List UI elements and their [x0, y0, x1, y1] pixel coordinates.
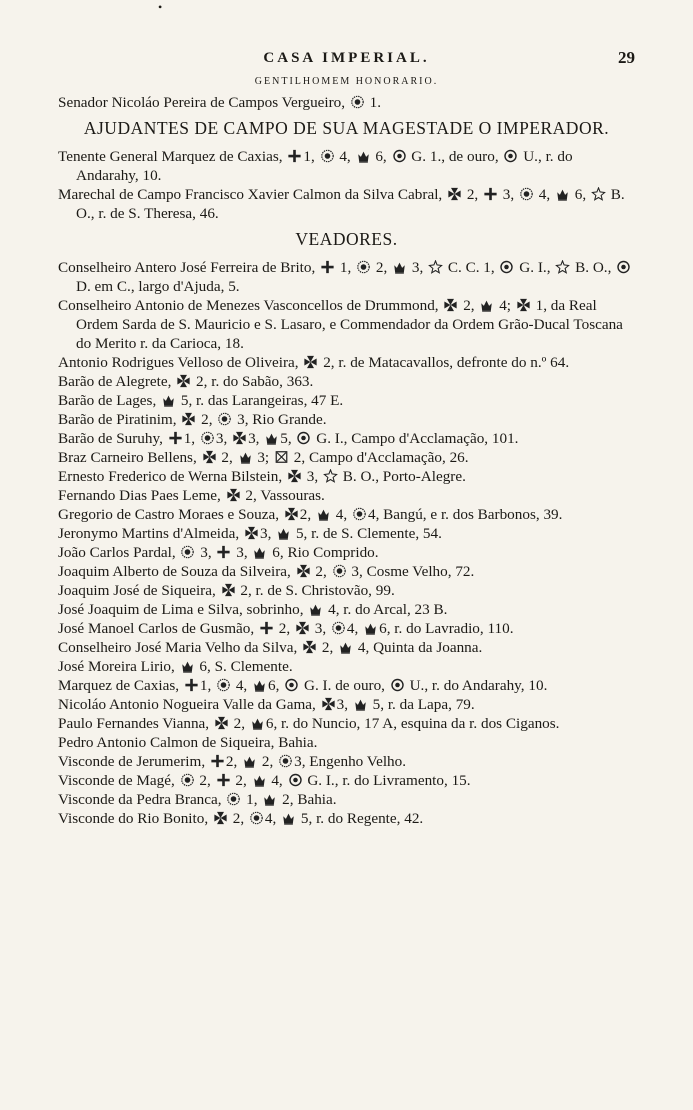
crown-icon: [161, 393, 176, 407]
circle-icon: [392, 149, 407, 163]
maltese-icon: [213, 811, 228, 825]
entry-line: [58, 790, 635, 809]
entry-text: 4,: [232, 677, 252, 694]
entry-line: [58, 185, 635, 223]
entry-line: [58, 258, 635, 296]
rose-icon: [332, 564, 347, 578]
cross-icon: [320, 260, 335, 274]
entry-text: 1,: [336, 259, 356, 276]
entry-line: [58, 372, 635, 391]
entry-text: Joaquim José de Siqueira,: [58, 582, 220, 599]
entry-line: [58, 600, 635, 619]
entry-text: 3;: [253, 449, 273, 466]
entry-line: [58, 524, 635, 543]
entry-text: 3,: [215, 430, 232, 447]
star-icon: [555, 260, 570, 274]
rose-icon: [350, 95, 365, 109]
maltese-icon: [296, 564, 311, 578]
entry-line: [58, 429, 635, 448]
crown-icon: [180, 659, 195, 673]
entry-text: 6,: [371, 148, 391, 165]
entry-text: 6, Rio Comprido.: [268, 544, 379, 561]
subheading: GENTILHOMEM HONORARIO.: [254, 76, 439, 87]
rose-icon: [249, 811, 264, 825]
entry-text: 1,: [303, 148, 319, 165]
crown-icon: [242, 754, 257, 768]
entry-text: 3,: [310, 620, 330, 637]
entry-text: 6, r. do Nuncio, 17 A, esquina da r. dos Ciganos.: [265, 715, 560, 732]
entry-text: Fernando Dias Paes Leme,: [58, 487, 225, 504]
maltese-icon: [221, 583, 236, 597]
rose-icon: [200, 431, 215, 445]
entry-text: 1, da Real Ordem Sarda de S. Mauricio e S. Lasaro, e Commendador da Ordem Grão-Ducal Toscana do Merito r. da Carioca, 18.: [76, 297, 623, 352]
entry-text: B. O., r. de S. Theresa, 46.: [76, 186, 625, 222]
entry-text: 2,: [228, 810, 248, 827]
cross-icon: [216, 773, 231, 787]
entry-line: [58, 486, 635, 505]
maltese-icon: [202, 450, 217, 464]
circle-icon: [288, 773, 303, 787]
rose-icon: [331, 621, 346, 635]
entry-text: 3,: [259, 525, 276, 542]
entry-text: Visconde de Jerumerim,: [58, 753, 209, 770]
circle-icon: [390, 678, 405, 692]
entry-line: [58, 695, 635, 714]
entry-line: [58, 733, 635, 752]
crown-icon: [479, 298, 494, 312]
entry-text: 2,: [197, 411, 217, 428]
entry-text: D. em C., largo d'Ajuda, 5.: [76, 278, 240, 295]
entry-line: [58, 467, 635, 486]
maltese-icon: [244, 526, 259, 540]
maltese-icon: [447, 187, 462, 201]
circle-icon: [616, 260, 631, 274]
entry-text: 2,: [463, 186, 482, 203]
entry-text: Conselheiro José Maria Velho da Silva,: [58, 639, 302, 656]
entry-text: Conselheiro Antonio de Menezes Vasconcellos de Drummond,: [58, 297, 443, 314]
entry-text: 3,: [336, 696, 352, 713]
entry-line: [58, 809, 635, 828]
entry-text: Conselheiro Antero José Ferreira de Brito,: [58, 259, 320, 276]
entry-text: 2, Vassouras.: [241, 487, 325, 504]
entry-line: [58, 619, 635, 638]
entry-text: 4;: [495, 297, 515, 314]
rose-icon: [217, 412, 232, 426]
entry-text: 2,: [231, 772, 251, 789]
entry-text: Visconde de Magé,: [58, 772, 179, 789]
maltese-icon: [284, 507, 299, 521]
entry-text: 4, Bangú, e r. dos Barbonos, 39.: [367, 506, 563, 523]
entry-text: 6,: [570, 186, 590, 203]
maltese-icon: [287, 469, 302, 483]
entry-text: 2, Campo d'Acclamação, 26.: [289, 449, 469, 466]
entry-text: José Moreira Lirio,: [58, 658, 179, 675]
entry-text: 2,: [372, 259, 392, 276]
crown-icon: [250, 716, 265, 730]
entry-text: B. O., Porto-Alegre.: [338, 468, 466, 485]
crown-icon: [264, 431, 279, 445]
crown-icon: [252, 545, 267, 559]
circle-icon: [284, 678, 299, 692]
entry-text: Visconde da Pedra Branca,: [58, 791, 226, 808]
entry-text: 2, r. de Matacavallos, defronte do n.º 64.: [319, 354, 570, 371]
star-icon: [428, 260, 443, 274]
crown-icon: [555, 187, 570, 201]
entry-text: 2,: [274, 620, 294, 637]
crown-icon: [276, 526, 291, 540]
star-icon: [591, 187, 606, 201]
entry-text: Paulo Fernandes Vianna,: [58, 715, 213, 732]
entry-text: Pedro Antonio Calmon de Siqueira, Bahia.: [58, 734, 318, 751]
entry-line: [58, 581, 635, 600]
maltese-icon: [226, 488, 241, 502]
maltese-icon: [214, 716, 229, 730]
crown-icon: [238, 450, 253, 464]
cross-icon: [210, 754, 225, 768]
entry-text: 2,: [459, 297, 479, 314]
entry-text: 6,: [268, 677, 284, 694]
entry-text: 5, r. da Lapa, 79.: [368, 696, 475, 713]
entry-text: Barão de Piratinim,: [58, 411, 181, 428]
cross-icon: [184, 678, 199, 692]
rose-icon: [278, 754, 293, 768]
entry-text: 2,: [229, 715, 249, 732]
running-title: CASA IMPERIAL.: [263, 50, 430, 66]
x-icon: [274, 450, 289, 464]
entry-text: 2,: [258, 753, 278, 770]
maltese-icon: [295, 621, 310, 635]
entry-text: B. O.,: [571, 259, 616, 276]
crown-icon: [363, 621, 378, 635]
crown-icon: [356, 149, 371, 163]
entry-line: [58, 391, 635, 410]
maltese-icon: [232, 431, 247, 445]
crown-icon: [316, 507, 331, 521]
entry-text: 4,: [346, 620, 363, 637]
crown-icon: [281, 811, 296, 825]
entry-text: Jeronymo Martins d'Almeida,: [58, 525, 243, 542]
entry-text: 4,: [331, 506, 351, 523]
entry-text: 3,: [232, 544, 252, 561]
entry-line: [58, 676, 635, 695]
rose-icon: [356, 260, 371, 274]
entry-text: U., r. do Andarahy, 10.: [76, 148, 573, 184]
entry-line: [58, 353, 635, 372]
cross-icon: [168, 431, 183, 445]
entry-line: [58, 657, 635, 676]
page-content: [58, 93, 635, 828]
rose-icon: [519, 187, 534, 201]
entry-text: 4, r. do Arcal, 23 B.: [324, 601, 448, 618]
cross-icon: [216, 545, 231, 559]
entry-text: Gregorio de Castro Moraes e Souza,: [58, 506, 283, 523]
maltese-icon: [321, 697, 336, 711]
entry-text: 2,: [195, 772, 215, 789]
maltese-icon: [176, 374, 191, 388]
entry-text: 4,: [267, 772, 287, 789]
entry-text: 5, r. das Larangeiras, 47 E.: [177, 392, 344, 409]
entry-text: 2, r. de S. Christovão, 99.: [236, 582, 395, 599]
entry-text: Senador Nicoláo Pereira de Campos Vergueiro,: [58, 94, 349, 111]
entry-text: 3,: [302, 468, 322, 485]
rose-icon: [216, 678, 231, 692]
star-icon: [323, 469, 338, 483]
entry-text: 2,: [318, 639, 338, 656]
entry-text: G. I. de ouro,: [300, 677, 389, 694]
crown-icon: [308, 602, 323, 616]
circle-icon: [503, 149, 518, 163]
entry-line: [58, 505, 635, 524]
entry-text: Nicoláo Antonio Nogueira Valle da Gama,: [58, 696, 320, 713]
crown-icon: [338, 640, 353, 654]
entry-line: [58, 93, 635, 112]
entry-text: Marquez de Caxias,: [58, 677, 183, 694]
circle-icon: [296, 431, 311, 445]
entry-text: 2, Bahia.: [278, 791, 337, 808]
entry-text: Marechal de Campo Francisco Xavier Calmon da Silva Cabral,: [58, 186, 447, 203]
cross-icon: [259, 621, 274, 635]
entry-line: [58, 410, 635, 429]
crown-icon: [252, 678, 267, 692]
entry-text: Visconde do Rio Bonito,: [58, 810, 212, 827]
cross-icon: [483, 187, 498, 201]
maltese-icon: [302, 640, 317, 654]
entry-text: Barão de Lages,: [58, 392, 161, 409]
entry-text: 5,: [280, 430, 296, 447]
crown-icon: [353, 697, 368, 711]
section-heading: AJUDANTES DE CAMPO DE SUA MAGESTADE O IMPERADOR.: [83, 118, 610, 138]
entry-text: 3, Rio Grande.: [233, 411, 327, 428]
entry-line: [58, 562, 635, 581]
entry-text: José Manoel Carlos de Gusmão,: [58, 620, 258, 637]
entry-text: 1,: [199, 677, 216, 694]
crown-icon: [252, 773, 267, 787]
page-number: 29: [618, 48, 635, 67]
maltese-icon: [181, 412, 196, 426]
cross-icon: [287, 149, 302, 163]
entry-text: 1,: [183, 430, 199, 447]
crown-icon: [262, 792, 277, 806]
entry-text: 4,: [335, 148, 355, 165]
entry-text: Tenente General Marquez de Caxias,: [58, 148, 287, 165]
entry-text: 1,: [242, 791, 262, 808]
crown-icon: [392, 260, 407, 274]
entry-text: G. 1., de ouro,: [407, 148, 503, 165]
entry-text: 3,: [408, 259, 428, 276]
entry-line: [58, 714, 635, 733]
entry-text: 3,: [248, 430, 264, 447]
entry-text: 6, r. do Lavradio, 110.: [379, 620, 514, 637]
page-header: [58, 48, 635, 74]
maltese-icon: [303, 355, 318, 369]
entry-line: [58, 543, 635, 562]
rose-icon: [320, 149, 335, 163]
entry-text: 2,: [225, 753, 242, 770]
entry-text: José Joaquim de Lima e Silva, sobrinho,: [58, 601, 308, 618]
maltese-icon: [516, 298, 531, 312]
entry-text: G. I., r. do Livramento, 15.: [303, 772, 471, 789]
entry-line: [58, 296, 635, 353]
entry-text: G. I.,: [515, 259, 555, 276]
entry-text: Ernesto Frederico de Werna Bilstein,: [58, 468, 286, 485]
entry-text: João Carlos Pardal,: [58, 544, 180, 561]
entry-text: 3, Engenho Velho.: [294, 753, 407, 770]
entry-text: Braz Carneiro Bellens,: [58, 449, 201, 466]
entry-text: 3, Cosme Velho, 72.: [347, 563, 475, 580]
rose-icon: [226, 792, 241, 806]
entry-text: Barão de Suruhy,: [58, 430, 167, 447]
rose-icon: [352, 507, 367, 521]
entry-line: [58, 771, 635, 790]
entry-text: 5, r. do Regente, 42.: [297, 810, 424, 827]
entry-text: G. I., Campo d'Acclamação, 101.: [312, 430, 519, 447]
entry-text: 2,: [299, 506, 315, 523]
circle-icon: [499, 260, 514, 274]
top-dot-mark: •: [158, 0, 163, 14]
entry-text: 4, Quinta da Joanna.: [354, 639, 483, 656]
entry-text: U., r. do Andarahy, 10.: [405, 677, 548, 694]
entry-line: [58, 448, 635, 467]
entry-text: Barão de Alegrete,: [58, 373, 176, 390]
entry-text: 3,: [196, 544, 216, 561]
entry-line: [58, 638, 635, 657]
entry-text: Antonio Rodrigues Velloso de Oliveira,: [58, 354, 303, 371]
entry-text: 2,: [311, 563, 331, 580]
entry-text: 2,: [217, 449, 237, 466]
entry-text: 4,: [264, 810, 281, 827]
entry-text: Joaquim Alberto de Souza da Silveira,: [58, 563, 295, 580]
entry-text: 5, r. de S. Clemente, 54.: [292, 525, 442, 542]
maltese-icon: [443, 298, 458, 312]
entry-line: [58, 752, 635, 771]
entry-line: [58, 147, 635, 185]
entry-text: 4,: [534, 186, 554, 203]
entry-text: 3,: [499, 186, 518, 203]
entry-text: 2, r. do Sabão, 363.: [192, 373, 314, 390]
rose-icon: [180, 773, 195, 787]
entry-text: 1.: [365, 94, 382, 111]
rose-icon: [180, 545, 195, 559]
entry-text: 6, S. Clemente.: [195, 658, 293, 675]
entry-text: C. C. 1,: [444, 259, 499, 276]
section-heading: VEADORES.: [295, 229, 398, 249]
